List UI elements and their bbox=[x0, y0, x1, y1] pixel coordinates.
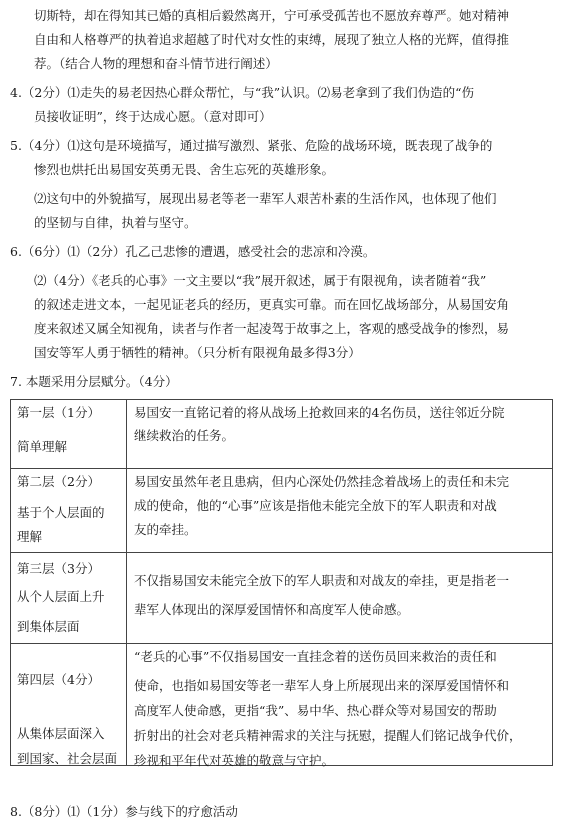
q7-heading: 7. 本题采用分层赋分。（4分） bbox=[10, 374, 178, 389]
table-row bbox=[11, 400, 553, 469]
desc-cell bbox=[127, 553, 553, 644]
q6-line-5: 国安等军人勇于牺牲的精神。（只分析有限视角最多得3分） bbox=[34, 345, 361, 360]
level-cell bbox=[11, 469, 127, 553]
desc-cell bbox=[127, 469, 553, 553]
level-desc: 基于个人层面的 bbox=[17, 505, 105, 520]
level-cell bbox=[11, 553, 127, 644]
desc-line: 珍视和平年代对英雄的敬意与守护。 bbox=[134, 753, 335, 768]
q5-line-2: 惨烈也烘托出易国安英勇无畏、舍生忘死的英雄形象。 bbox=[34, 162, 335, 177]
desc-line: 高度军人使命感，更指“我”、易中华、热心群众等对易国安的帮助 bbox=[134, 703, 497, 718]
desc-line: 折射出的社会对老兵精神需求的关注与抚慰，提醒人们铭记战争代价， bbox=[134, 728, 522, 743]
table-row bbox=[11, 553, 553, 644]
intro-line-3: 荐。（结合人物的理想和奋斗情节进行阐述） bbox=[34, 56, 278, 71]
desc-line: 友的牵挂。 bbox=[134, 522, 197, 537]
level-title: 第二层（2分） bbox=[17, 474, 100, 489]
q4-line-2: 员接收证明”，终于达成心愿。（意对即可） bbox=[34, 109, 272, 124]
level-desc: 简单理解 bbox=[17, 439, 68, 454]
q6-line-2: ⑵（4分）《老兵的心事》一文主要以“我”展开叙述，属于有限视角，读者随着“我” bbox=[34, 273, 487, 288]
level-desc: 到国家、社会层面 bbox=[17, 751, 118, 766]
desc-line: 易国安虽然年老且患病，但内心深处仍然挂念着战场上的责任和未完 bbox=[134, 474, 510, 489]
scoring-table bbox=[10, 399, 553, 766]
desc-line: “老兵的心事”不仅指易国安一直挂念着的送伤员回来救治的责任和 bbox=[134, 649, 497, 664]
q5-line-1: 5.（4分）⑴这句是环境描写，通过描写激烈、紧张、危险的战场环境，既表现了战争的 bbox=[10, 138, 493, 153]
desc-cell bbox=[127, 644, 553, 766]
level-cell bbox=[11, 644, 127, 766]
intro-line-2: 自由和人格尊严的执着追求超越了时代对女性的束缚，展现了独立人格的光辉，值得推 bbox=[34, 32, 510, 47]
level-desc: 理解 bbox=[17, 529, 43, 544]
table-row bbox=[11, 644, 553, 766]
level-desc: 从集体层面深入 bbox=[17, 726, 105, 741]
q4-line-1: 4.（2分）⑴走失的易老因热心群众帮忙，与“我”认识。⑵易老拿到了我们伪造的“伤 bbox=[10, 85, 475, 100]
desc-line: 易国安一直铭记着的将从战场上抢救回来的4名伤员，送往邻近分院 bbox=[134, 405, 505, 420]
q5-line-3: ⑵这句中的外貌描写，展现出易老等老一辈军人艰苦朴素的生活作风，也体现了他们 bbox=[34, 191, 497, 206]
q6-line-3: 的叙述走进文本，一起见证老兵的经历，更真实可靠。而在回忆战场部分，从易国安角 bbox=[34, 297, 510, 312]
level-title: 第一层（1分） bbox=[17, 405, 100, 420]
q6-line-4: 度来叙述又属全知视角，读者与作者一起凌驾于故事之上，客观的感受战争的惨烈，易 bbox=[34, 321, 510, 336]
q6-line-1: 6.（6分）⑴（2分）孔乙己悲惨的遭遇，感受社会的悲凉和冷漠。 bbox=[10, 244, 376, 259]
q5-line-4: 的坚韧与自律，执着与坚守。 bbox=[34, 215, 197, 230]
table-row bbox=[11, 469, 553, 553]
level-desc: 到集体层面 bbox=[17, 619, 80, 634]
desc-line: 继续救治的任务。 bbox=[134, 428, 235, 443]
desc-line: 使命，也指如易国安等老一辈军人身上所展现出来的深厚爱国情怀和 bbox=[134, 678, 510, 693]
level-desc: 从个人层面上升 bbox=[17, 589, 105, 604]
level-title: 第四层（4分） bbox=[17, 672, 100, 687]
desc-line: 辈军人体现出的深厚爱国情怀和高度军人使命感。 bbox=[134, 602, 410, 617]
level-cell bbox=[11, 400, 127, 469]
desc-line: 不仅指易国安未能完全放下的军人职责和对战友的牵挂，更是指老一 bbox=[134, 573, 510, 588]
intro-line-1: 切斯特，却在得知其已婚的真相后毅然离开，宁可承受孤苦也不愿放弃尊严。她对精神 bbox=[34, 8, 510, 23]
level-title: 第三层（3分） bbox=[17, 561, 100, 576]
desc-line: 成的使命，他的“心事”应该是指他未能完全放下的军人职责和对战 bbox=[134, 498, 497, 513]
desc-cell bbox=[127, 400, 553, 469]
q8-line-1: 8.（8分）⑴（1分）参与线下的疗愈活动 bbox=[10, 804, 238, 819]
